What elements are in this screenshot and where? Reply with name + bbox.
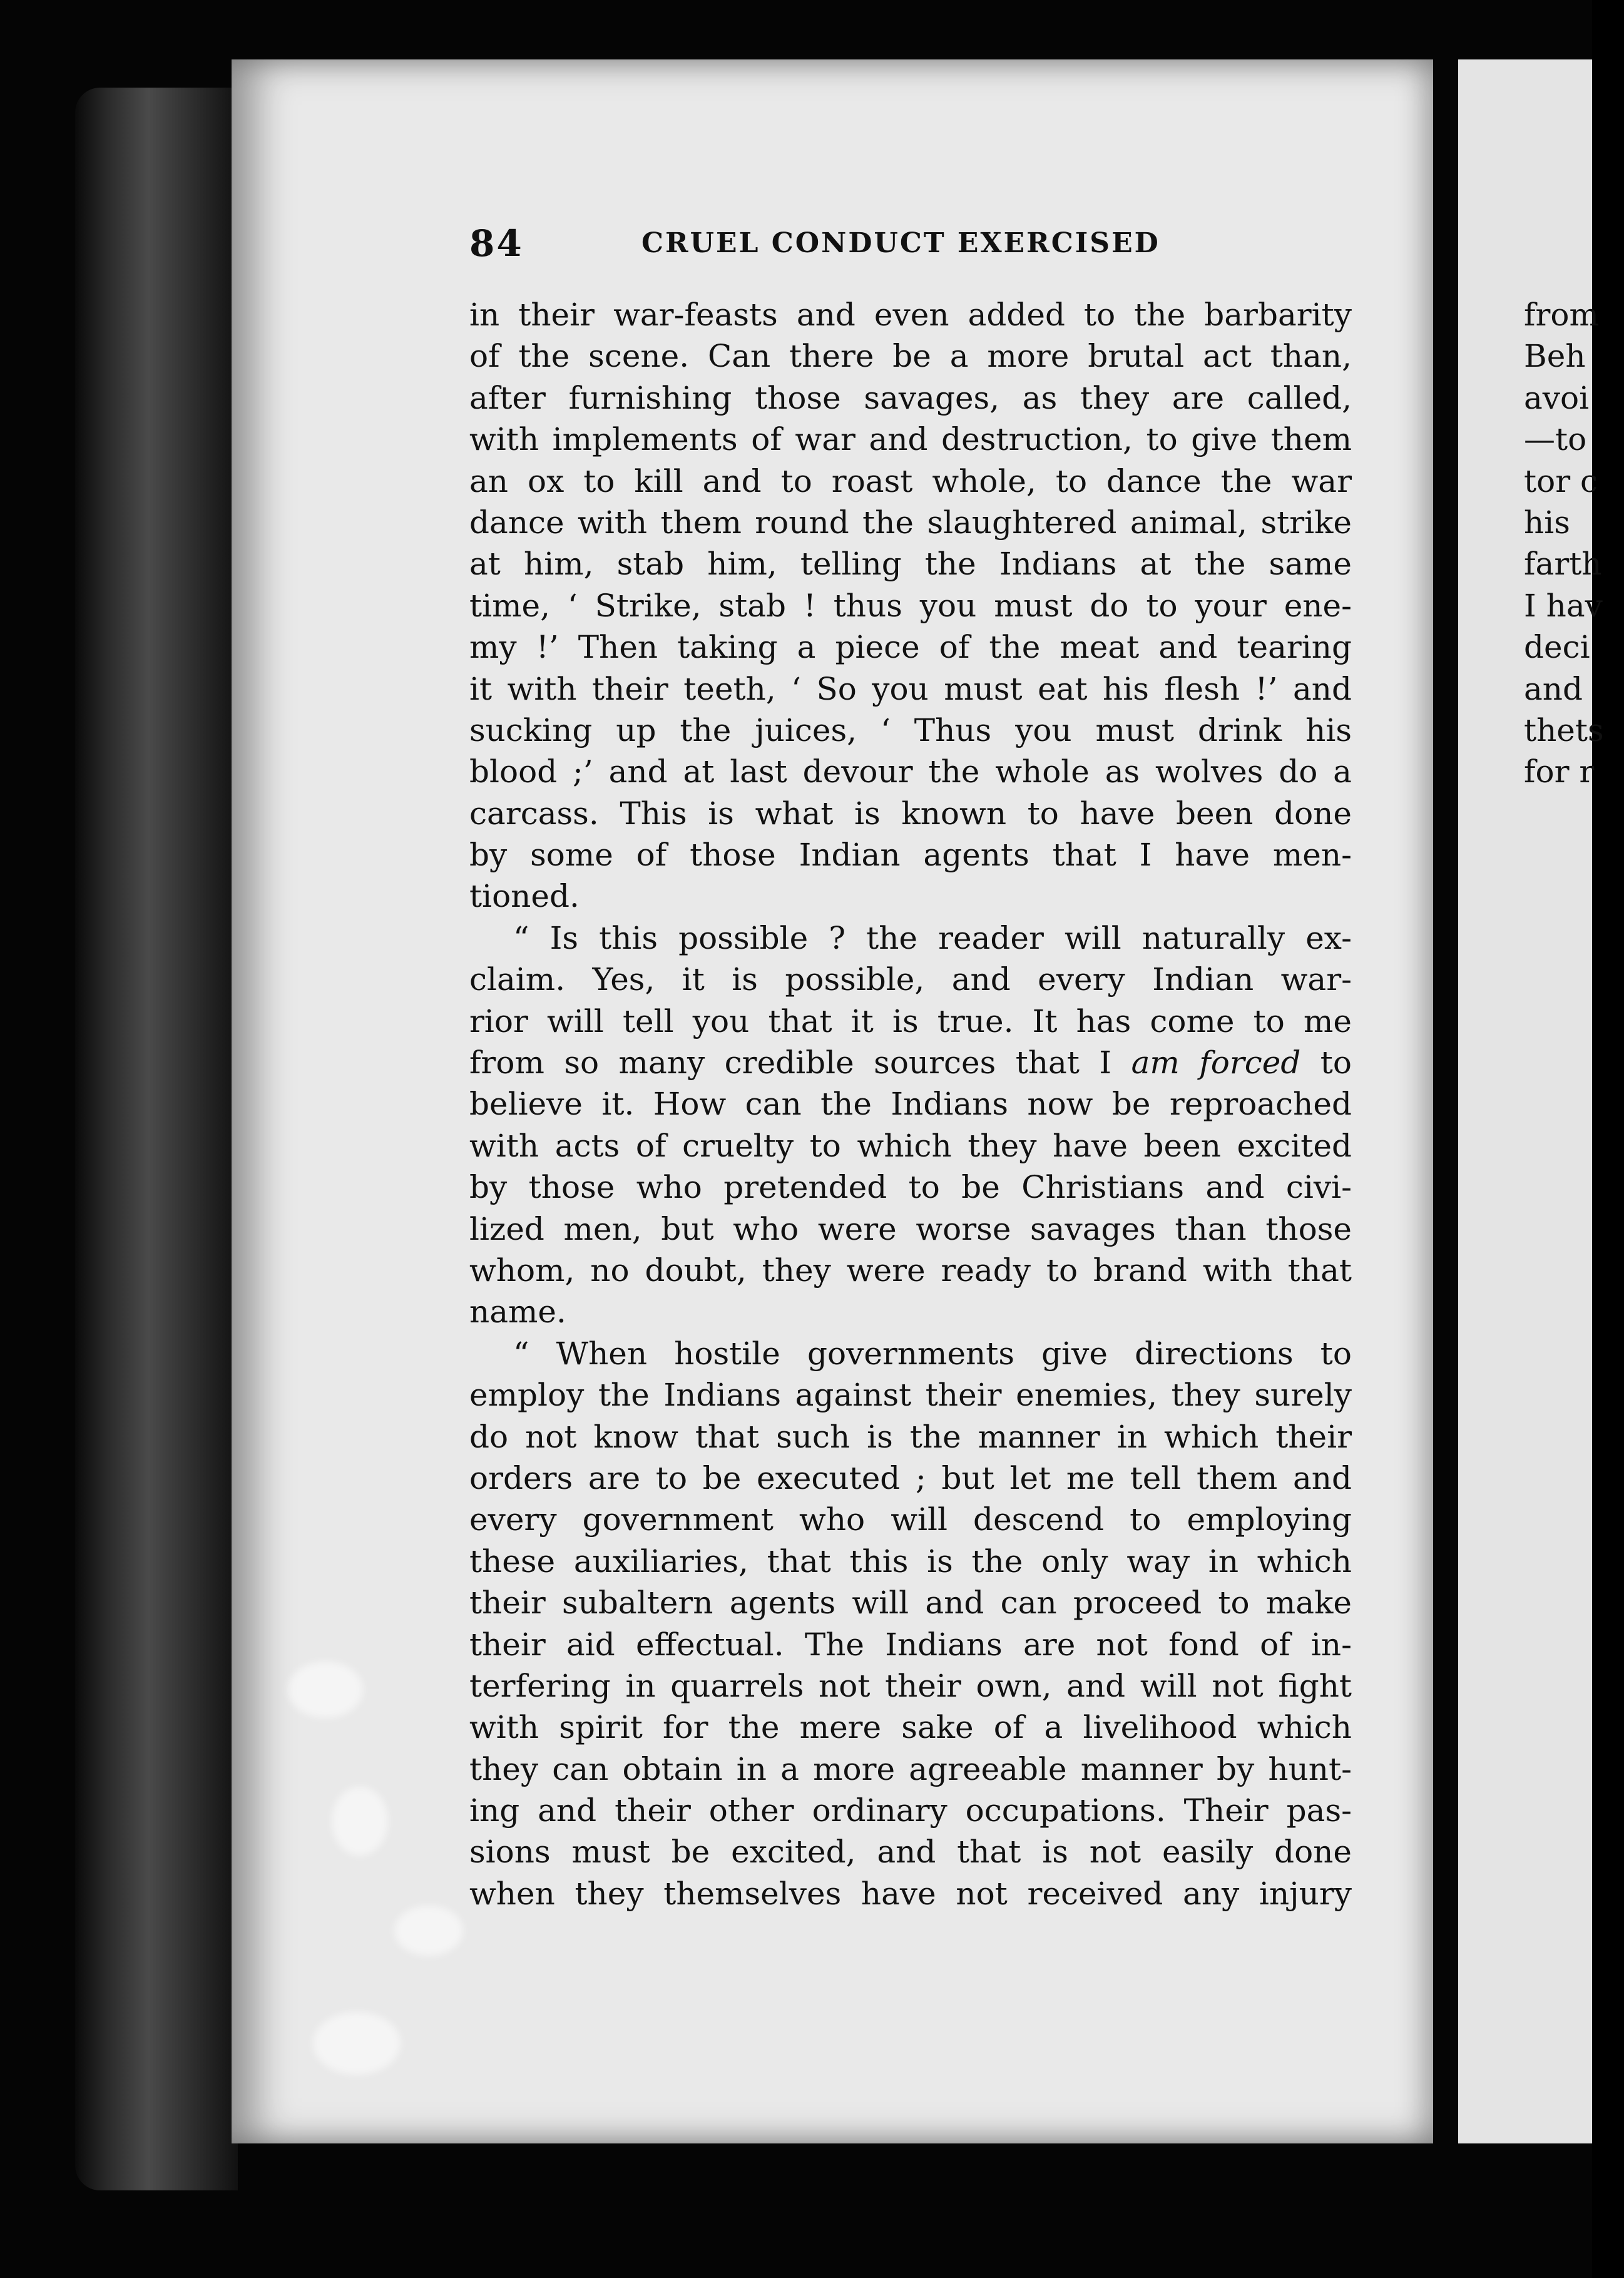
page-stain	[313, 2012, 401, 2075]
book-edge	[75, 88, 238, 2190]
text-line: at him, stab him, telling the Indians at the same	[469, 546, 1352, 583]
text-line: with spirit for the mere sake of a livelihood which	[469, 1709, 1352, 1746]
text-line: dance with them round the slaughtered animal, strike	[469, 504, 1352, 541]
facing-text-fragment: from	[1524, 297, 1599, 333]
text-line: time, ‘ Strike, stab ! thus you must do to your ene-	[469, 587, 1352, 624]
facing-text-fragment: I hav	[1524, 587, 1603, 624]
text-line: tioned.	[469, 878, 580, 915]
page-stain	[394, 1906, 463, 1956]
text-line: of the scene. Can there be a more brutal act than,	[469, 338, 1352, 375]
facing-text-fragment: Beh	[1524, 338, 1586, 375]
text-line: they can obtain in a more agreeable manner by hunt-	[469, 1750, 1352, 1787]
facing-text-fragment: his	[1524, 504, 1570, 541]
facing-text-fragment: and	[1524, 670, 1583, 707]
text-line: their subaltern agents will and can proceed to make	[469, 1585, 1352, 1622]
facing-text-fragment: avoi	[1524, 379, 1590, 416]
text-line: lized men, but who were worse savages than those	[469, 1210, 1352, 1247]
page-stain	[332, 1787, 388, 1856]
text-line: name.	[469, 1294, 566, 1331]
text-line: with implements of war and destruction, to give them	[469, 421, 1352, 458]
text-line: in their war-feasts and even added to the barbarity	[469, 297, 1352, 333]
text-line: every government who will descend to employing	[469, 1501, 1352, 1538]
text-line: sions must be excited, and that is not easily done	[469, 1834, 1352, 1871]
text-line: with acts of cruelty to which they have been excited	[469, 1127, 1352, 1164]
facing-text-fragment: farth	[1524, 546, 1602, 583]
text-line: do not know that such is the manner in which their	[469, 1418, 1352, 1455]
text-line: by those who pretended to be Christians and civi-	[469, 1169, 1352, 1206]
text-line	[469, 1042, 1352, 1083]
emphasis-text: am forced	[1131, 1045, 1301, 1081]
text-line: orders are to be executed ; but let me tell them and	[469, 1459, 1352, 1496]
facing-text-fragment: —to	[1524, 421, 1587, 458]
text-line: terfering in quarrels not their own, and will not fight	[469, 1667, 1352, 1704]
text-line: whom, no doubt, they were ready to brand with that	[469, 1252, 1352, 1289]
facing-page-text	[1524, 294, 1624, 793]
text-line: their aid effectual. The Indians are not fond of in-	[469, 1626, 1352, 1663]
text-line: claim. Yes, it is possible, and every Indian war-	[469, 961, 1352, 998]
text-line: employ the Indians against their enemies, they surely	[469, 1377, 1352, 1414]
text-line: it with their teeth, ‘ So you must eat his flesh !’ and	[469, 670, 1352, 707]
text-line: when they themselves have not received any injury	[469, 1875, 1352, 1912]
text-line: believe it. How can the Indians now be reproached	[469, 1086, 1352, 1123]
text-segment: from so many credible sources that I	[469, 1045, 1112, 1081]
text-line: blood ;’ and at last devour the whole as wolves do a	[469, 753, 1352, 790]
facing-text-fragment: tor c	[1524, 462, 1598, 499]
facing-text-fragment: deci	[1524, 629, 1590, 666]
body-text	[469, 294, 1352, 1914]
page-stain	[288, 1662, 363, 1718]
facing-text-fragment: for r	[1524, 753, 1595, 790]
text-line: rior will tell you that it is true. It has come to me	[469, 1003, 1352, 1039]
text-line: after furnishing those savages, as they are called,	[469, 379, 1352, 416]
page-header	[469, 222, 1346, 266]
text-line: carcass. This is what is known to have been done	[469, 795, 1352, 832]
text-line: my !’ Then taking a piece of the meat and tearing	[469, 629, 1352, 666]
text-line: sucking up the juices, ‘ Thus you must drink his	[469, 712, 1352, 748]
text-segment: to	[1320, 1045, 1352, 1081]
running-title: CRUEL CONDUCT EXERCISED	[641, 227, 1160, 259]
text-line: an ox to kill and to roast whole, to dance the war	[469, 462, 1352, 499]
facing-text-fragment: thets	[1524, 712, 1604, 748]
page-number: 84	[469, 222, 524, 265]
text-line: by some of those Indian agents that I have men-	[469, 837, 1352, 874]
text-line: ing and their other ordinary occupations. Their pas-	[469, 1792, 1352, 1829]
text-line: “ Is this possible ? the reader will naturally ex-	[513, 919, 1352, 956]
text-line: these auxiliaries, that this is the only way in which	[469, 1543, 1352, 1580]
text-line: “ When hostile governments give directions to	[513, 1335, 1352, 1372]
